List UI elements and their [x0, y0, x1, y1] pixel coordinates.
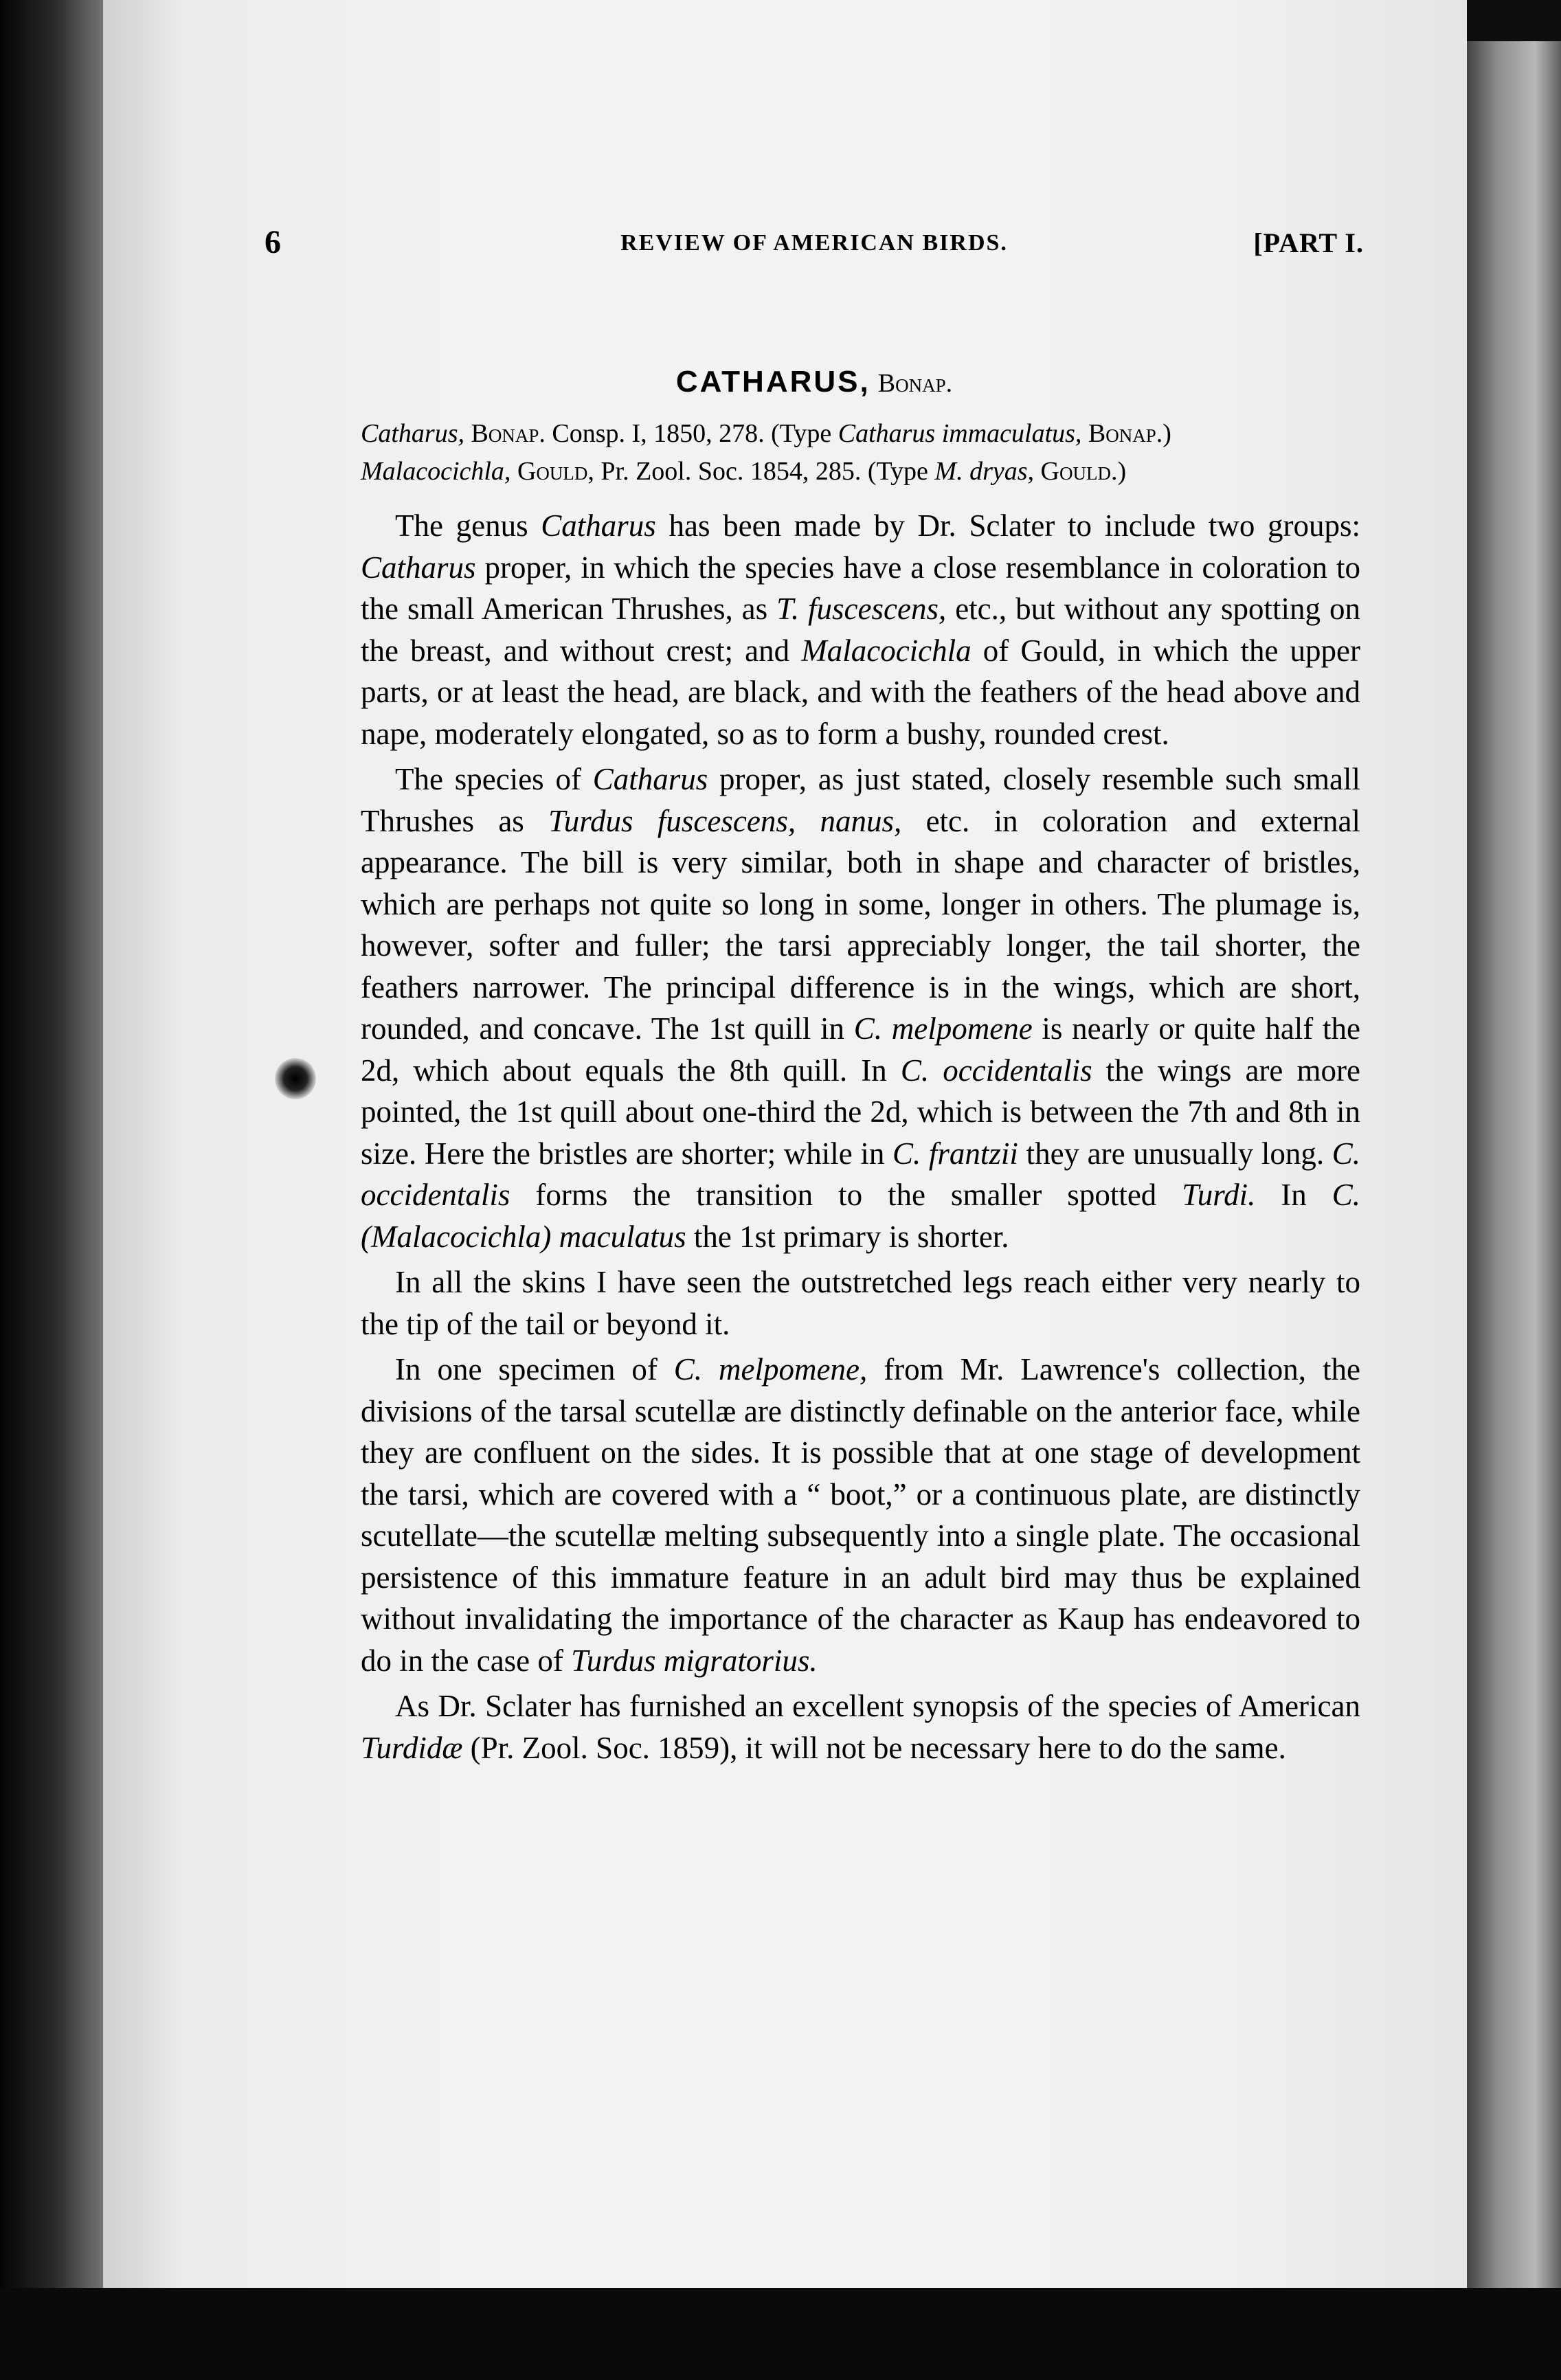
genus-name: CATHARUS,	[675, 365, 871, 398]
syn-type-name: M. dryas,	[934, 457, 1035, 486]
running-head	[265, 216, 1364, 271]
running-title: REVIEW OF AMERICAN BIRDS.	[620, 230, 1008, 256]
genus-authority: Bonap.	[877, 369, 953, 398]
syn-author: Bonap.	[471, 419, 546, 448]
syn-type-name: Catharus immaculatus,	[838, 419, 1082, 448]
scan-background	[0, 2288, 1561, 2380]
synonymy-line	[361, 416, 1364, 451]
syn-author: Gould,	[517, 457, 594, 486]
page-number: 6	[265, 224, 281, 260]
ink-blot	[275, 1058, 316, 1099]
paragraph: In all the skins I have seen the outstretched legs reach either very nearly to the tip of the tail or beyond it.	[361, 1265, 1360, 1341]
section-heading	[265, 364, 1364, 399]
paragraph: In one specimen of C. melpomene, from Mr. Lawrence's collection, the divisions of the tarsal scutellæ are distinctly definable on the anterior face, while they are confluent on the sides. It is possible that at one stage of development the tarsi, which are covered with a “ boot,” or a continuous plate, are distinctly scutellate—the scutellæ melting subsequently into a single plate. The occasional persistence of this immature feature in an adult bird may thus be explained without invalidating the importance of the character as Kaup has endeavored to do in the case of Turdus migratorius.	[361, 1352, 1360, 1678]
syn-type-author: Bonap.)	[1088, 419, 1171, 448]
body-text	[361, 505, 1360, 1769]
part-label: [PART I.	[1253, 227, 1364, 258]
synonymy-line	[361, 453, 1364, 489]
page-edge	[1457, 41, 1561, 2380]
syn-ref: Pr. Zool. Soc. 1854, 285. (Type	[600, 457, 928, 486]
paragraph: The species of Catharus proper, as just stated, closely resemble such small Thrushes as Turdus fuscescens, nanus, etc. in coloration and external appearance. The bill is very similar, both in shape and character of bristles, which are perhaps not quite so long in some, longer in others. The plumage is, however, softer and fuller; the tarsi appreciably longer, the tail shorter, the feathers narrower. The principal difference is in the wings, which are short, rounded, and concave. The 1st quill in C. melpomene is nearly or quite half the 2d, which about equals the 8th quill. In C. occidentalis the wings are more pointed, the 1st quill about one-third the 2d, which is between the 7th and 8th in size. Here the bristles are shorter; while in C. frantzii they are unusually long. C. occidentalis forms the transition to the smaller spotted Turdi. In C. (Malacocichla) maculatus the 1st primary is shorter.	[361, 762, 1361, 1254]
syn-name: Catharus,	[361, 419, 464, 448]
paragraph: As Dr. Sclater has furnished an excellent synopsis of the species of American Turdidæ (Pr. Zool. Soc. 1859), it will not be necessary here to do the same.	[361, 1689, 1360, 1765]
paragraph: The genus Catharus has been made by Dr. Sclater to include two groups: Catharus proper, in which the species have a close resemblance in coloration to the small American Thrushes, as T. fuscescens, etc., but without any spotting on the breast, and without crest; and Malacocichla of Gould, in which the upper parts, or at least the head, are black, and with the feathers of the head above and nape, moderately elongated, so as to form a bushy, rounded crest.	[361, 508, 1360, 751]
syn-type-author: Gould.)	[1040, 457, 1127, 486]
syn-name: Malacocichla,	[361, 457, 511, 486]
syn-ref: Consp. I, 1850, 278. (Type	[552, 419, 832, 448]
